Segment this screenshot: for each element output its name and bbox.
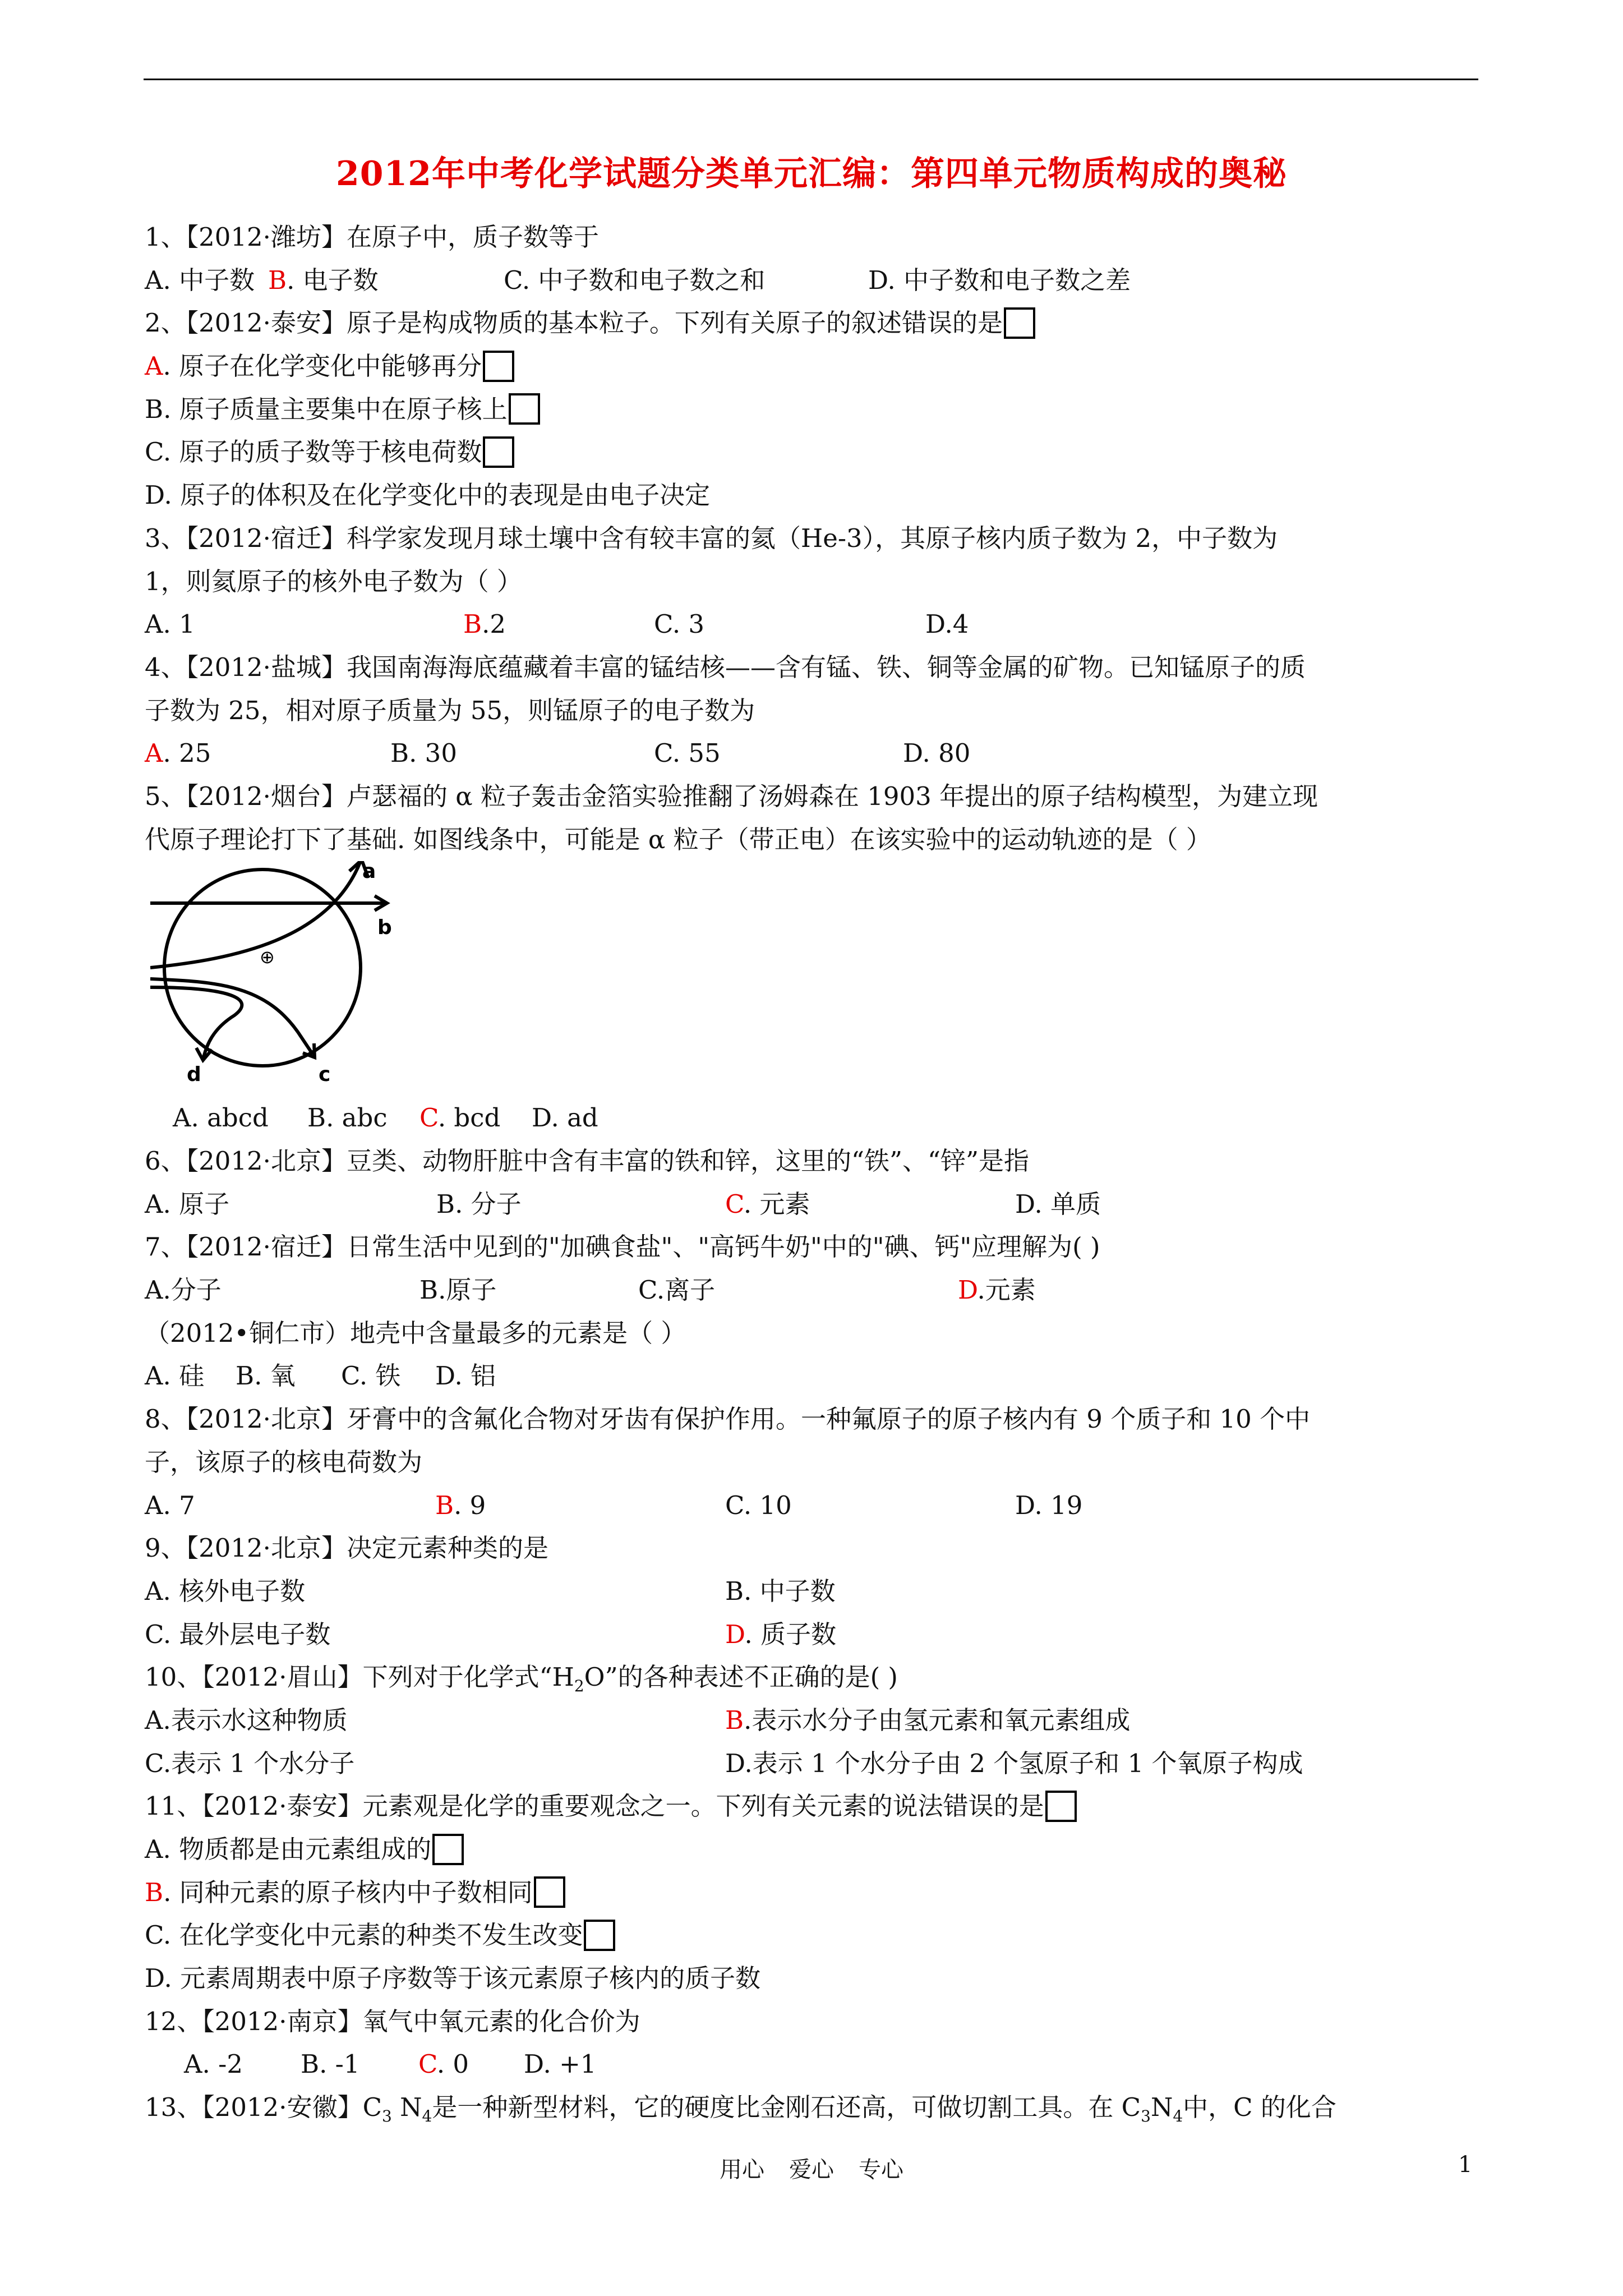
option-b: B. 中子数 [725,1576,836,1606]
option-a: A. 中子数 [145,265,255,295]
question-4-stem-line-2: 子数为 25，相对原子质量为 55，则锰原子的电子数为 [145,695,755,725]
question-5-stem-line-2: 代原子理论打下了基础. 如图线条中，可能是 α 粒子（带正电）在该实验中的运动轨迹的是（ ） [145,824,1211,854]
option-b: B. 分子 [436,1189,522,1219]
option-b: B. 30 [390,738,457,769]
question-3-stem-line-2: 1，则氦原子的核外电子数为（ ） [145,566,522,596]
option-c: C. 铁 [341,1361,401,1391]
option-a: A. 核外电子数 [145,1576,306,1606]
question-7-stem: 7、【2012·宿迁】日常生活中见到的"加碘食盐"、"高钙牛奶"中的"碘、钙"应理解为( ) [145,1232,1100,1262]
question-1-stem: 1、【2012·潍坊】在原子中，质子数等于 [145,222,599,252]
option-c: C. bcd [419,1103,501,1133]
page-footer [0,2152,1623,2184]
label-b: b [377,916,392,940]
option-d: D. 铝 [435,1361,496,1391]
option-c: C.表示 1 个水分子 [145,1748,355,1778]
question-2-stem: 2、【2012·泰安】原子是构成物质的基本粒子。下列有关原子的叙述错误的是 [145,302,1485,345]
placeholder-box [483,351,514,382]
placeholder-box [584,1920,615,1951]
option-d: D. +1 [524,2049,597,2079]
question-9-stem: 9、【2012·北京】决定元素种类的是 [145,1533,548,1563]
question-11-option-a: A. 物质都是由元素组成的 [145,1828,1485,1871]
question-7-options [145,1269,1485,1312]
question-8-stem-line-2: 子，该原子的核电荷数为 [145,1447,423,1477]
question-4-options [145,732,1485,775]
nucleus-icon: ⊕ [260,946,275,968]
question-12-options [145,2043,1485,2086]
option-c: C. 10 [725,1490,792,1520]
question-list [145,216,1485,2129]
option-c: C. 3 [654,609,705,639]
question-8-options [145,1484,1485,1527]
question-8-stem-line-1: 8、【2012·北京】牙膏中的含氟化合物对牙齿有保护作用。一种氟原子的原子核内有 9 个质子和 10 个中 [145,1404,1311,1434]
option-b: B. 电子数 [268,265,379,295]
question-10-options-row-1 [145,1699,1485,1742]
label-a: a [362,861,376,884]
placeholder-box [534,1876,565,1908]
question-10-stem: 10、【2012·眉山】下列对于化学式“$H_2O$”的各种表述不正确的是( ) [145,1662,898,1696]
option-d: D.表示 1 个水分子由 2 个氢原子和 1 个氧原子构成 [725,1748,1303,1778]
option-a: A.分子 [145,1275,222,1305]
question-9-options-row-2 [145,1613,1485,1657]
option-a: A.表示水这种物质 [145,1705,348,1735]
option-d: D. 单质 [1015,1189,1101,1219]
alpha-scattering-diagram [150,861,408,1091]
option-b: B. -1 [301,2049,360,2079]
header-rule [144,79,1478,80]
question-10-options-row-2 [145,1742,1485,1786]
question-11-option-d: D. 元素周期表中原子序数等于该元素原子核内的质子数 [145,1963,761,1994]
option-c: C. 最外层电子数 [145,1619,331,1649]
option-d: D. 80 [903,738,971,769]
option-c: C. 元素 [725,1189,810,1219]
question-1-options [145,259,1485,302]
option-a: A. 原子 [145,1189,230,1219]
placeholder-box [1045,1791,1077,1822]
option-d: D. 19 [1015,1490,1083,1520]
question-6-stem: 6、【2012·北京】豆类、动物肝脏中含有丰富的铁和锌，这里的“铁”、“锌”是指 [145,1146,1029,1176]
page-number: 1 [1458,2152,1473,2178]
question-3-stem-line-1: 3、【2012·宿迁】科学家发现月球土壤中含有较丰富的氦（He-3），其原子核内质子数为 2，中子数为 [145,523,1278,553]
option-a: A. -2 [184,2049,243,2079]
question-5-options [145,1097,1485,1140]
question-6-options [145,1183,1485,1226]
option-d: D. 质子数 [725,1619,837,1649]
trajectory-d [150,987,242,1057]
question-11-option-b: B. 同种元素的原子核内中子数相同 [145,1871,1485,1915]
footer-item: 爱心 [789,2157,834,2183]
option-a: A. 7 [145,1490,195,1520]
option-b: B. 氧 [236,1361,296,1391]
question-tongren-stem: （2012•铜仁市）地壳中含量最多的元素是（ ） [145,1318,686,1348]
option-b: B.原子 [419,1275,497,1305]
option-b: B.表示水分子由氢元素和氧元素组成 [725,1705,1131,1735]
option-d: D.元素 [958,1275,1036,1305]
question-4-stem-line-1: 4、【2012·盐城】我国南海海底蕴藏着丰富的锰结核——含有锰、铁、铜等金属的矿物。已知锰原子的质 [145,652,1306,682]
option-c: C.离子 [638,1275,716,1305]
option-c: C. 中子数和电子数之和 [504,265,766,295]
placeholder-box [483,436,514,468]
option-b: B. 9 [435,1490,486,1520]
option-d: D. 中子数和电子数之差 [868,265,1131,295]
option-b: B.2 [463,609,506,639]
option-c: C. 55 [654,738,721,769]
question-2-option-b: B. 原子质量主要集中在原子核上 [145,388,1485,431]
placeholder-box [509,393,540,425]
option-d: D. ad [532,1103,598,1133]
option-a: A. 25 [145,738,211,769]
option-b: B. abc [307,1103,388,1133]
question-12-stem: 12、【2012·南京】氧气中氧元素的化合价为 [145,2006,640,2036]
question-2-option-c: C. 原子的质子数等于核电荷数 [145,431,1485,474]
question-tongren-options [145,1355,1485,1398]
gold-foil-circle [164,869,361,1066]
question-11-option-c: C. 在化学变化中元素的种类不发生改变 [145,1914,1485,1957]
placeholder-box [1004,307,1035,339]
question-5-stem-line-1: 5、【2012·烟台】卢瑟福的 α 粒子轰击金箔实验推翻了汤姆森在 1903 年提出的原子结构模型，为建立现 [145,781,1318,811]
option-a: A. abcd [173,1103,269,1133]
question-13-stem: 13、【2012·安徽】$C_3$ $N_4$是一种新型材料，它的硬度比金刚石还高，可做切割工具。在 $C_3N_4$中，C 的化合 [145,2092,1336,2126]
placeholder-box [432,1834,464,1865]
question-3-options [145,603,1485,646]
page-title: 2012年中考化学试题分类单元汇编：第四单元物质构成的奥秘 [336,154,1287,194]
option-a: A. 1 [145,609,195,639]
label-d: d [187,1063,201,1087]
question-9-options-row-1 [145,1570,1485,1613]
question-2-option-a: A. 原子在化学变化中能够再分 [145,345,1485,388]
option-a: A. 硅 [145,1361,205,1391]
option-c: C. 0 [418,2049,469,2079]
label-c: c [319,1063,331,1087]
option-d: D.4 [925,609,969,639]
question-11-stem: 11、【2012·泰安】元素观是化学的重要观念之一。下列有关元素的说法错误的是 [145,1785,1485,1828]
question-2-option-d: D. 原子的体积及在化学变化中的表现是由电子决定 [145,480,711,510]
footer-item: 专心 [859,2157,903,2183]
alpha-scattering-figure [145,861,1485,1097]
footer-item: 用心 [720,2157,764,2183]
